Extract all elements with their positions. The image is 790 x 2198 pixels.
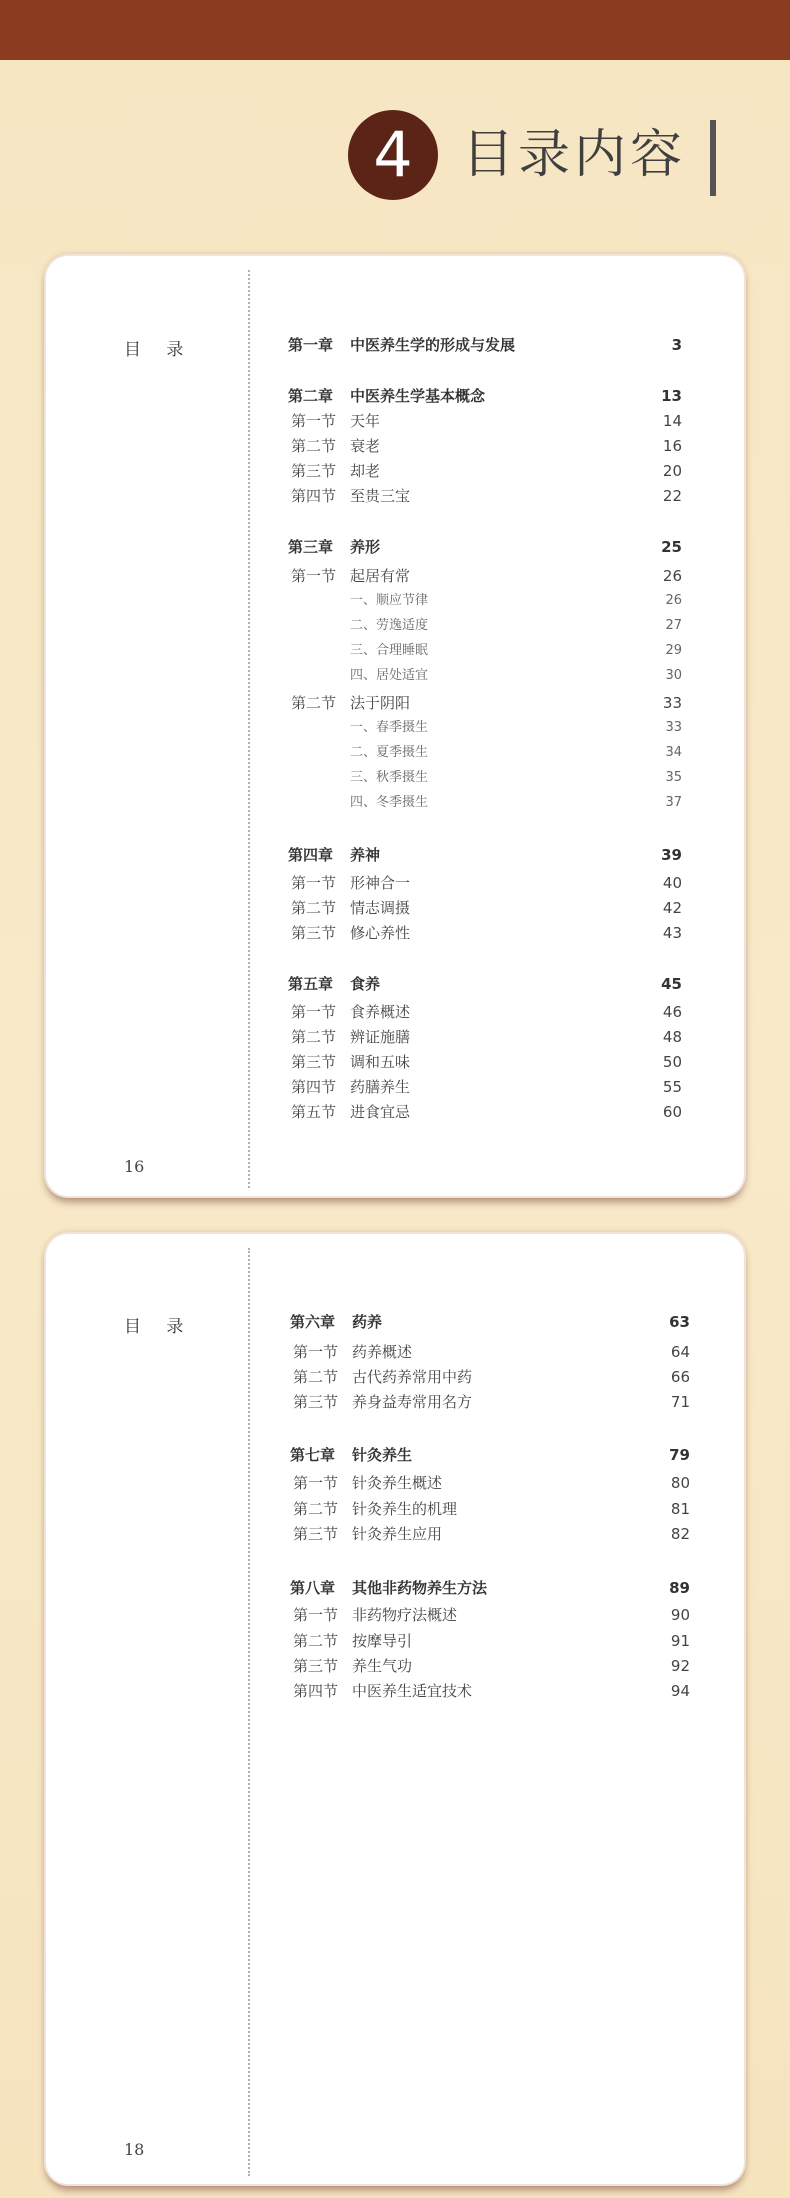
toc-section-row[interactable] [290, 1681, 690, 1701]
toc-entry-label: 第二节 [293, 1368, 339, 1386]
toc-entry-title: 二、劳逸适度 [350, 618, 429, 633]
toc-section-row[interactable] [288, 461, 682, 481]
toc-section-row[interactable] [288, 1027, 682, 1047]
toc-entry-title: 养形 [350, 538, 381, 556]
toc-entry-page: 71 [670, 1393, 690, 1411]
toc-subsection-row[interactable] [288, 591, 682, 611]
toc-entry-page: 27 [665, 618, 682, 633]
toc-entry-label: 第一节 [291, 567, 337, 585]
toc-entry-label: 第一节 [291, 874, 337, 892]
toc-section-row[interactable] [288, 873, 682, 893]
toc-subsection-row[interactable] [288, 616, 682, 636]
toc-entry-label: 第一节 [291, 412, 337, 430]
toc-entry-page: 48 [662, 1028, 682, 1046]
toc-entry-title: 一、顺应节律 [350, 593, 429, 608]
toc-entry-title: 进食宜忌 [350, 1103, 411, 1121]
toc-entry-page: 50 [662, 1053, 682, 1071]
toc-entry-title: 法于阴阳 [350, 694, 411, 712]
toc-entry-label: 第二节 [291, 694, 337, 712]
toc-section-row[interactable] [288, 566, 682, 586]
toc-entry-label: 第二章 [288, 387, 334, 405]
toc-section-row[interactable] [288, 1102, 682, 1122]
section-title: 目录内容 [462, 125, 687, 185]
toc-section-row[interactable] [288, 1052, 682, 1072]
toc-entry-page: 40 [662, 874, 682, 892]
toc-entry-title: 至贵三宝 [350, 487, 411, 505]
toc-entry-label: 第四节 [291, 1078, 337, 1096]
toc-entry-title: 起居有常 [350, 567, 411, 585]
toc-entry-title: 衰老 [350, 437, 381, 455]
toc-page-2 [46, 1234, 744, 2184]
toc-entry-label: 第七章 [290, 1446, 336, 1464]
toc-entry-label: 第三节 [293, 1657, 339, 1675]
toc-entry-label: 第三节 [291, 924, 337, 942]
toc-entry-page: 34 [665, 745, 682, 760]
toc-entry-page: 16 [662, 437, 682, 455]
toc-entry-title: 情志调摄 [350, 899, 411, 917]
section-header [0, 110, 790, 200]
toc-entry-page: 22 [662, 487, 682, 505]
toc-entry-page: 92 [670, 1657, 690, 1675]
toc-entry-title: 形神合一 [350, 874, 411, 892]
toc-section-row[interactable] [290, 1367, 690, 1387]
toc-entry-page: 80 [670, 1474, 690, 1492]
toc-entry-page: 33 [662, 694, 682, 712]
toc-entry-label: 第四节 [293, 1682, 339, 1700]
toc-entry-label: 第二节 [291, 899, 337, 917]
toc-entry-label: 第二节 [293, 1500, 339, 1518]
toc-entry-title: 天年 [350, 412, 381, 430]
toc-entry-title: 辨证施膳 [350, 1028, 411, 1046]
toc-entry-page: 3 [671, 336, 682, 354]
toc-entry-label: 第二节 [293, 1632, 339, 1650]
toc-entry-label: 第一节 [293, 1474, 339, 1492]
toc-chapter-row[interactable] [288, 974, 682, 994]
title-bar-decoration [710, 120, 716, 196]
toc-entry-page: 81 [670, 1500, 690, 1518]
toc-chapter-row[interactable] [288, 537, 682, 557]
toc-entry-title: 三、秋季摄生 [350, 770, 429, 785]
toc-subsection-row[interactable] [288, 768, 682, 788]
toc-entry-title: 按摩导引 [352, 1632, 413, 1650]
toc-entry-page: 82 [670, 1525, 690, 1543]
toc-entry-title: 药养概述 [352, 1343, 413, 1361]
toc-entry-title: 修心养性 [350, 924, 411, 942]
toc-entry-page: 43 [662, 924, 682, 942]
toc-entry-title: 中医养生学基本概念 [350, 387, 486, 405]
toc-entry-label: 第八章 [290, 1579, 336, 1597]
toc-entry-title: 非药物疗法概述 [352, 1606, 458, 1624]
toc-entry-label: 第一节 [293, 1343, 339, 1361]
toc-entry-title: 中医养生学的形成与发展 [350, 336, 516, 354]
toc-entry-title: 养生气功 [352, 1657, 413, 1675]
toc-entry-page: 79 [669, 1446, 690, 1464]
toc-chapter-row[interactable] [288, 845, 682, 865]
toc-entry-title: 其他非药物养生方法 [352, 1579, 488, 1597]
toc-entry-page: 45 [661, 975, 682, 993]
toc-section-row[interactable] [290, 1392, 690, 1412]
toc-chapter-row[interactable] [288, 335, 682, 355]
page-number: 16 [124, 1157, 145, 1176]
toc-section-row[interactable] [288, 1002, 682, 1022]
toc-entry-title: 调和五味 [350, 1053, 411, 1071]
toc-section-row[interactable] [290, 1631, 690, 1651]
section-number-badge: 4 [348, 110, 438, 200]
toc-entry-label: 第四章 [288, 846, 334, 864]
toc-entry-page: 25 [661, 538, 682, 556]
toc-entry-label: 第一节 [291, 1003, 337, 1021]
toc-page-1 [46, 256, 744, 1196]
toc-entry-title: 三、合理睡眠 [350, 643, 429, 658]
toc-entry-page: 20 [662, 462, 682, 480]
toc-chapter-row[interactable] [290, 1312, 690, 1332]
toc-section-row[interactable] [288, 436, 682, 456]
toc-entry-page: 39 [661, 846, 682, 864]
toc-entry-title: 针灸养生的机理 [352, 1500, 458, 1518]
toc-entry-page: 42 [662, 899, 682, 917]
toc-section-row[interactable] [290, 1342, 690, 1362]
toc-heading: 目 录 [124, 1317, 194, 1337]
toc-section-row[interactable] [290, 1524, 690, 1544]
toc-entry-page: 94 [670, 1682, 690, 1700]
toc-section-row[interactable] [288, 486, 682, 506]
page-number: 18 [124, 2140, 145, 2159]
toc-section-row[interactable] [288, 1077, 682, 1097]
toc-entry-title: 药养 [352, 1313, 383, 1331]
toc-entry-title: 针灸养生应用 [352, 1525, 443, 1543]
toc-chapter-row[interactable] [288, 386, 682, 406]
toc-subsection-row[interactable] [288, 718, 682, 738]
toc-entry-page: 60 [662, 1103, 682, 1121]
toc-entry-title: 针灸养生概述 [352, 1474, 443, 1492]
toc-entry-label: 第一节 [293, 1606, 339, 1624]
toc-subsection-row[interactable] [288, 641, 682, 661]
toc-entry-label: 第三节 [291, 1053, 337, 1071]
toc-entry-label: 第三节 [293, 1525, 339, 1543]
toc-entry-label: 第六章 [290, 1313, 336, 1331]
toc-entry-label: 第二节 [291, 437, 337, 455]
toc-subsection-row[interactable] [288, 743, 682, 763]
dotted-divider [248, 1248, 250, 2176]
toc-entry-page: 35 [665, 770, 682, 785]
toc-entry-page: 26 [662, 567, 682, 585]
dotted-divider [248, 270, 250, 1188]
toc-entry-title: 四、冬季摄生 [350, 795, 429, 810]
toc-entry-label: 第五章 [288, 975, 334, 993]
toc-entry-title: 却老 [350, 462, 381, 480]
toc-entry-title: 食养概述 [350, 1003, 411, 1021]
toc-entry-page: 63 [669, 1313, 690, 1331]
toc-entry-page: 33 [665, 720, 682, 735]
toc-entry-page: 66 [670, 1368, 690, 1386]
toc-section-row[interactable] [288, 898, 682, 918]
toc-entry-label: 第四节 [291, 487, 337, 505]
toc-entry-page: 29 [665, 643, 682, 658]
toc-entry-page: 14 [662, 412, 682, 430]
toc-entry-label: 第三节 [291, 462, 337, 480]
toc-entry-title: 二、夏季摄生 [350, 745, 429, 760]
top-banner [0, 0, 790, 60]
toc-entry-label: 第三节 [293, 1393, 339, 1411]
toc-entry-title: 四、居处适宜 [350, 668, 429, 683]
toc-section-row[interactable] [288, 923, 682, 943]
toc-entry-page: 91 [670, 1632, 690, 1650]
toc-heading: 目 录 [124, 340, 194, 360]
toc-entry-page: 37 [665, 795, 682, 810]
toc-entry-page: 13 [661, 387, 682, 405]
toc-entry-page: 55 [662, 1078, 682, 1096]
toc-entry-page: 26 [665, 593, 682, 608]
toc-entry-page: 30 [665, 668, 682, 683]
toc-entry-page: 64 [670, 1343, 690, 1361]
toc-section-row[interactable] [290, 1605, 690, 1625]
toc-section-row[interactable] [288, 411, 682, 431]
toc-entry-label: 第二节 [291, 1028, 337, 1046]
toc-entry-label: 第三章 [288, 538, 334, 556]
toc-entry-title: 古代药养常用中药 [352, 1368, 473, 1386]
toc-entry-title: 一、春季摄生 [350, 720, 429, 735]
toc-entry-title: 养神 [350, 846, 381, 864]
toc-entry-title: 中医养生适宜技术 [352, 1682, 473, 1700]
toc-chapter-row[interactable] [290, 1445, 690, 1465]
toc-entry-title: 针灸养生 [352, 1446, 413, 1464]
toc-entry-page: 89 [669, 1579, 690, 1597]
toc-subsection-row[interactable] [288, 793, 682, 813]
toc-chapter-row[interactable] [290, 1578, 690, 1598]
toc-entry-label: 第一章 [288, 336, 334, 354]
toc-section-row[interactable] [290, 1499, 690, 1519]
toc-entry-page: 46 [662, 1003, 682, 1021]
toc-section-row[interactable] [290, 1473, 690, 1493]
toc-section-row[interactable] [290, 1656, 690, 1676]
toc-entry-title: 养身益寿常用名方 [352, 1393, 473, 1411]
toc-section-row[interactable] [288, 693, 682, 713]
toc-subsection-row[interactable] [288, 666, 682, 686]
toc-entry-page: 90 [670, 1606, 690, 1624]
toc-entry-label: 第五节 [291, 1103, 337, 1121]
toc-entry-title: 食养 [350, 975, 381, 993]
toc-entry-title: 药膳养生 [350, 1078, 411, 1096]
